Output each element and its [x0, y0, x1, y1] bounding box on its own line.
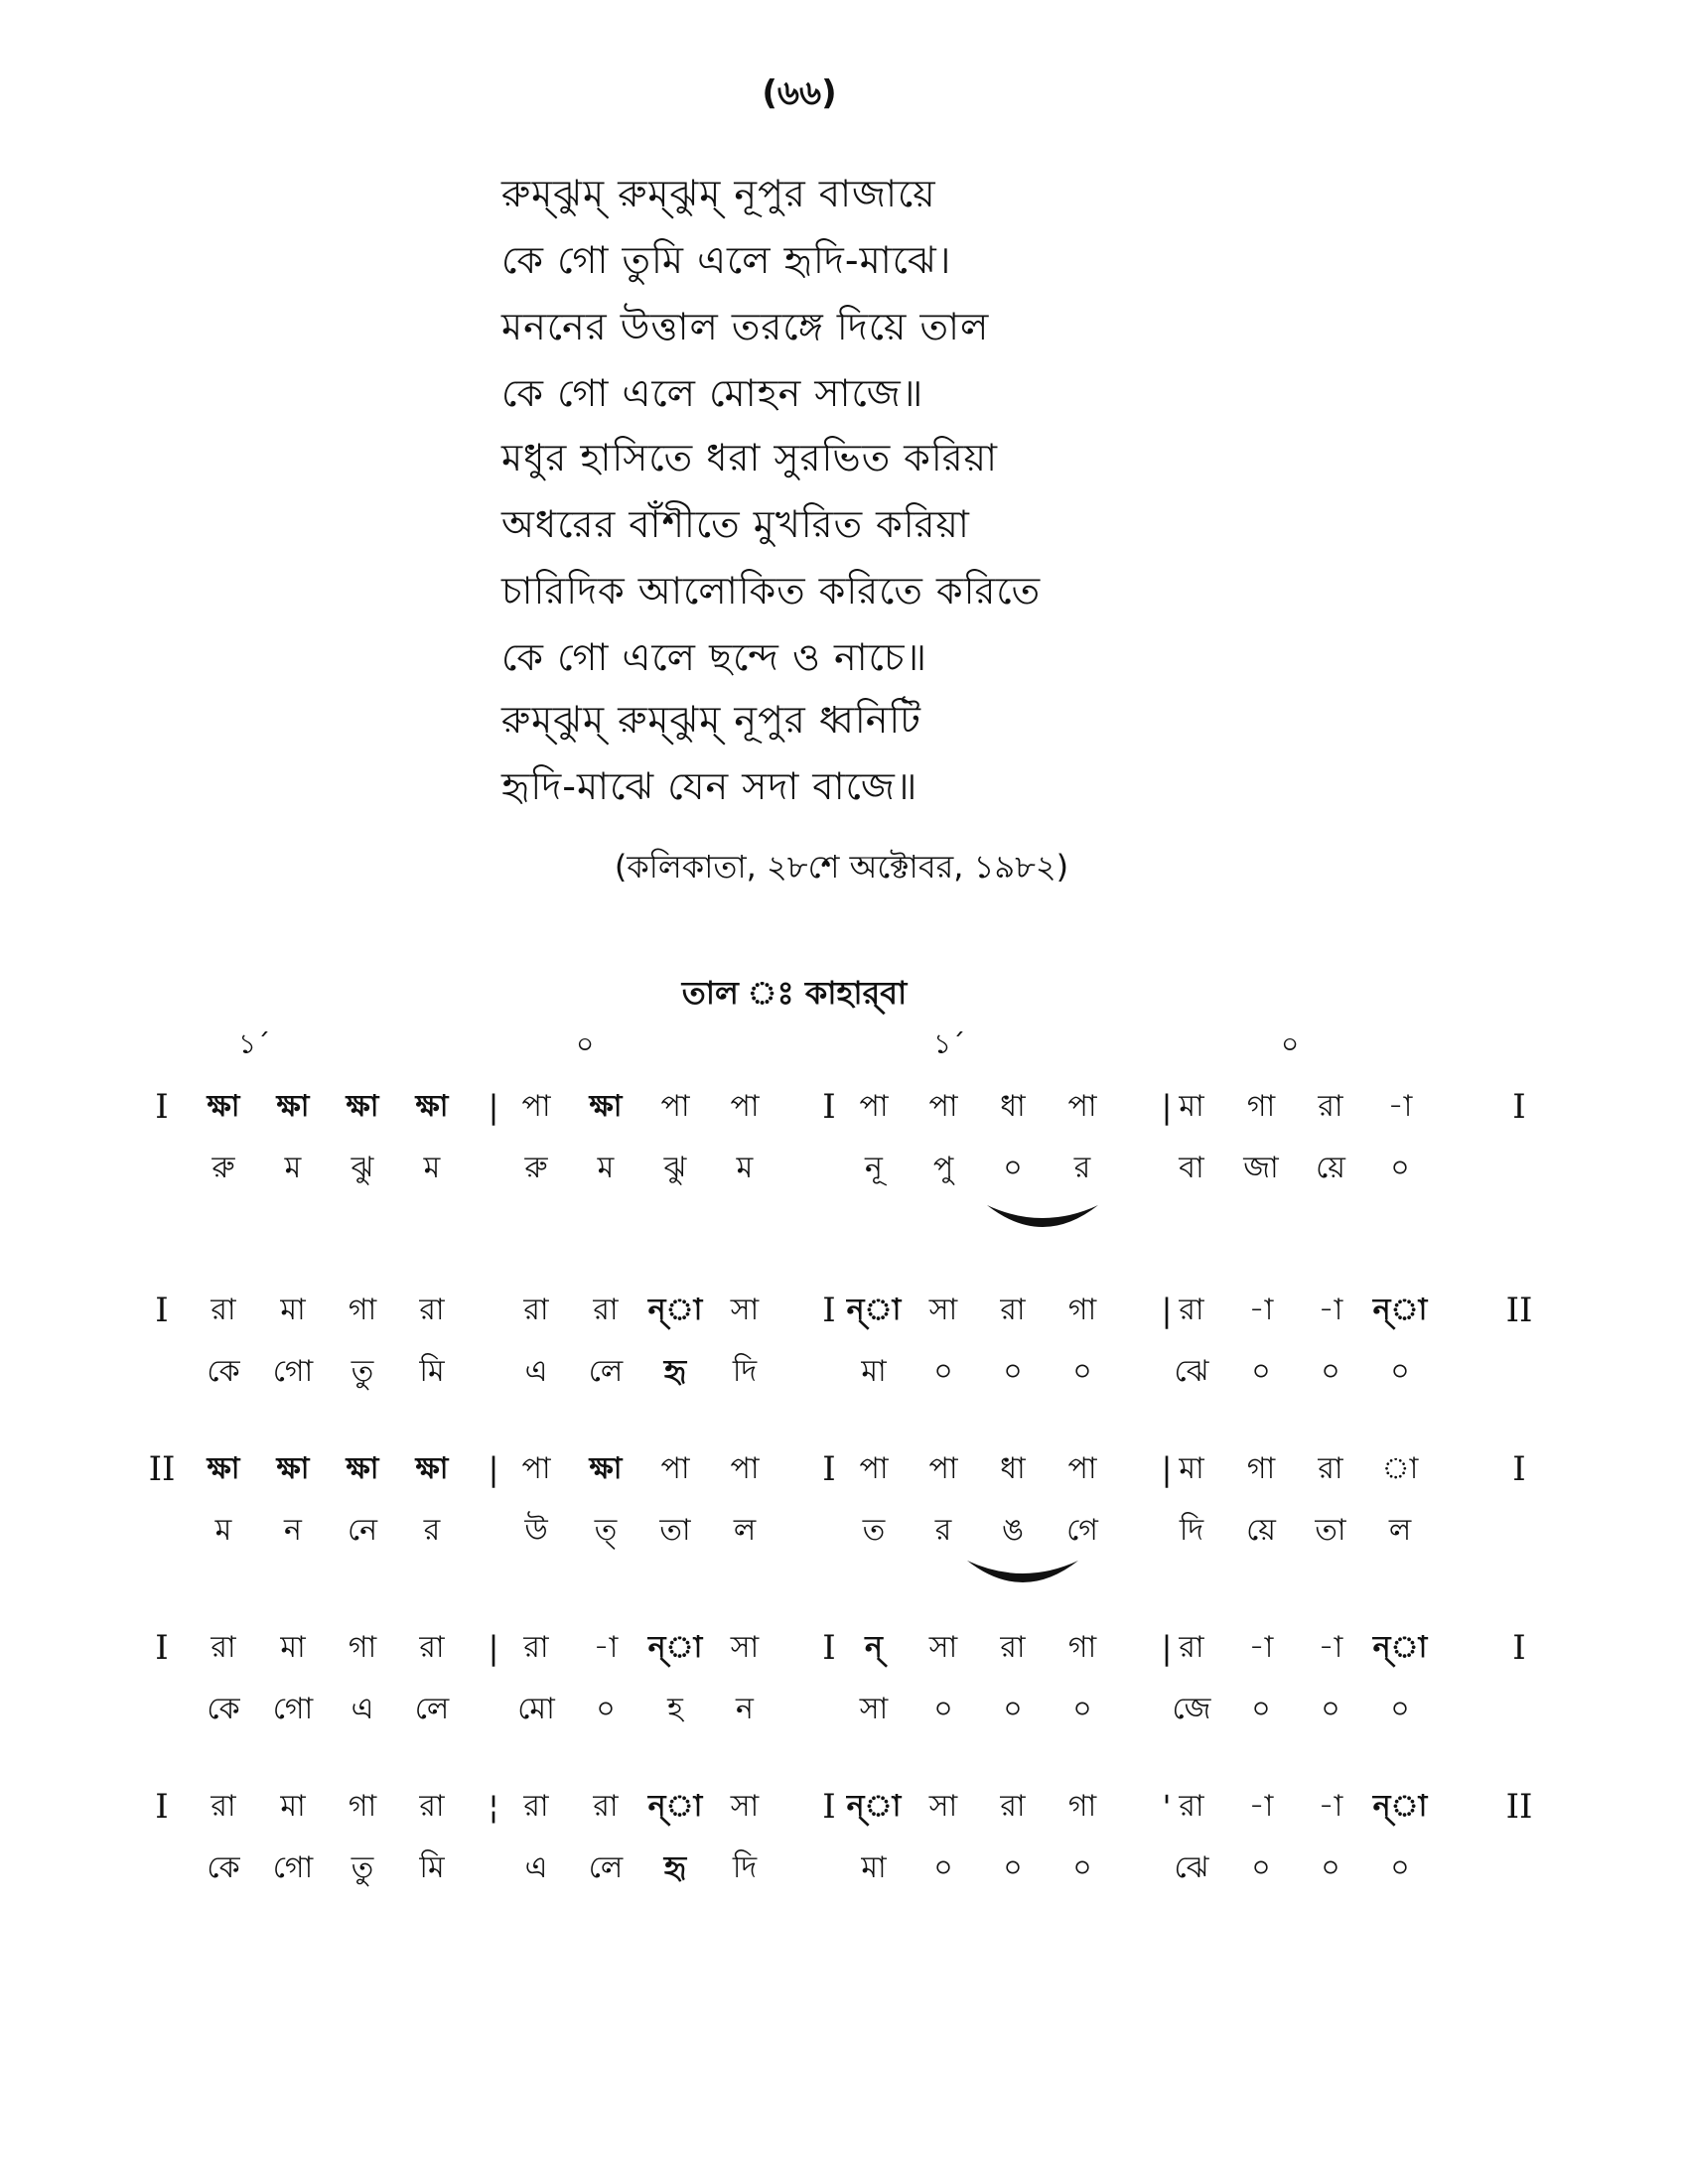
lyric-cell: ম	[284, 1151, 302, 1185]
swara-cell: গা	[348, 1293, 377, 1327]
lyric-cell: ল	[733, 1513, 757, 1548]
bar-line: |	[1161, 1292, 1173, 1329]
swara-cell: রা	[593, 1789, 619, 1824]
lyric-cell: দি	[732, 1354, 758, 1389]
bar-line: I	[155, 1628, 169, 1668]
swara-cell: গা	[1067, 1293, 1097, 1327]
swara-cell: -া	[1318, 1630, 1343, 1665]
lyric-cell: ম	[423, 1151, 441, 1185]
poem-line: কে গো তুমি এলে হৃদি-মাঝে।	[501, 238, 952, 282]
swara-cell: রা	[1179, 1630, 1204, 1665]
lyric-cell: জা	[1243, 1151, 1279, 1185]
swara-cell: গা	[348, 1789, 377, 1824]
swara-cell: ন্‌া	[647, 1789, 703, 1824]
swara-cell: -া	[1318, 1789, 1343, 1824]
poem-line: রুম্‌ঝুম্‌ রুম্‌ঝুম্‌ নূপুর বাজায়ে	[501, 172, 936, 215]
swara-cell: পা	[660, 1089, 690, 1124]
poem-line: মধুর হাসিতে ধরা সুরভিত করিয়া	[501, 436, 999, 479]
bar-line: I	[1512, 1087, 1526, 1127]
bar-line: |	[1161, 1450, 1173, 1488]
lyric-cell: এ	[351, 1692, 374, 1726]
lyric-cell: য়ে	[1316, 1151, 1345, 1185]
swara-cell: সা	[928, 1630, 958, 1665]
swara-cell: ক্ষা	[415, 1089, 449, 1124]
lyric-row	[0, 1347, 1688, 1397]
swara-cell: পা	[859, 1089, 889, 1124]
swara-cell: পা	[1067, 1451, 1097, 1486]
lyric-cell: মা	[861, 1850, 887, 1885]
swara-cell: গা	[1246, 1451, 1276, 1486]
lyric-cell: ঝে	[1174, 1354, 1209, 1389]
swara-cell: ন্‌া	[846, 1789, 902, 1824]
lyric-cell: ঙ	[1001, 1513, 1024, 1548]
swara-cell: পা	[521, 1451, 551, 1486]
lyric-cell: ০	[933, 1354, 953, 1389]
bar-line: '	[1162, 1788, 1172, 1826]
swara-cell: রা	[1318, 1451, 1343, 1486]
swara-cell: গা	[1067, 1789, 1097, 1824]
lyric-cell: ০	[1251, 1850, 1271, 1885]
swara-cell: ন্‌া	[1372, 1293, 1428, 1327]
swara-cell: সা	[928, 1293, 958, 1327]
poem-line: হৃদি-মাঝে যেন সদা বাজে॥	[501, 764, 918, 808]
swara-cell: ন্‌া	[846, 1293, 902, 1327]
bar-line: I	[822, 1787, 836, 1827]
swara-cell: ক্ষা	[589, 1451, 623, 1486]
lyric-row	[0, 1144, 1688, 1193]
swara-cell: পা	[730, 1089, 760, 1124]
taal-title: তাল ঃ কাহার্‌বা	[681, 974, 908, 1012]
swara-cell: ন্‌া	[1372, 1630, 1428, 1665]
swara-cell: পা	[660, 1451, 690, 1486]
bar-line: I	[822, 1291, 836, 1330]
lyric-cell: হ	[667, 1692, 683, 1726]
lyric-cell: ০	[1390, 1151, 1410, 1185]
lyric-cell: লে	[588, 1354, 624, 1389]
poem-line: কে গো এলে মোহন সাজে॥	[501, 371, 924, 415]
swara-cell: গা	[1246, 1089, 1276, 1124]
dateline: (কলিকাতা, ২৮শে অক্টোবর, ১৯৮২)	[614, 848, 1069, 886]
swara-cell: ক্ষা	[276, 1089, 310, 1124]
swara-cell: -া	[1248, 1630, 1274, 1665]
bar-line: I	[155, 1787, 169, 1827]
page-number: (৬৬)	[762, 73, 837, 113]
beat-mark-khali: ০	[1281, 1027, 1300, 1060]
swara-cell: ক্ষা	[415, 1451, 449, 1486]
lyric-cell: লে	[414, 1692, 450, 1726]
poem-line: কে গো এলে ছন্দে ও নাচে॥	[501, 635, 927, 679]
swara-cell: রা	[523, 1293, 549, 1327]
swara-cell: সা	[730, 1293, 760, 1327]
bar-line: I	[822, 1628, 836, 1668]
bar-line: |	[1161, 1629, 1173, 1667]
bar-line: I	[822, 1087, 836, 1127]
lyric-cell: গো	[272, 1354, 314, 1389]
swara-cell: গা	[348, 1630, 377, 1665]
swara-cell: ন্‌া	[647, 1630, 703, 1665]
lyric-cell: বা	[1179, 1151, 1204, 1185]
lyric-cell: ০	[1003, 1354, 1023, 1389]
swara-cell: ক্ষা	[207, 1089, 240, 1124]
swara-row	[0, 1444, 1688, 1494]
lyric-cell: র	[423, 1513, 441, 1548]
lyric-cell: কে	[207, 1354, 240, 1389]
beat-mark-khali: ০	[576, 1027, 595, 1060]
swara-cell: মা	[280, 1630, 306, 1665]
swara-cell: রা	[1000, 1789, 1026, 1824]
lyric-cell: র	[1073, 1151, 1091, 1185]
swara-cell: পা	[1067, 1089, 1097, 1124]
swara-cell: পা	[859, 1451, 889, 1486]
lyric-cell: ০	[1321, 1354, 1340, 1389]
swara-cell: গা	[1067, 1630, 1097, 1665]
lyric-cell: দি	[732, 1850, 758, 1885]
bar-line: I	[155, 1291, 169, 1330]
swara-cell: রা	[1000, 1293, 1026, 1327]
bar-line: I	[1512, 1449, 1526, 1489]
lyric-cell: হৃ	[663, 1850, 687, 1885]
stanza-1	[501, 161, 989, 427]
stanza-3	[501, 687, 921, 820]
bar-line: |	[488, 1450, 499, 1488]
lyric-cell: ঝু	[351, 1151, 374, 1185]
lyric-cell: রু	[524, 1151, 548, 1185]
lyric-cell: গে	[1066, 1513, 1098, 1548]
lyric-cell: ন	[284, 1513, 302, 1548]
bar-line: II	[1505, 1291, 1533, 1330]
swara-row	[0, 1286, 1688, 1335]
lyric-cell: র	[934, 1513, 952, 1548]
lyric-cell: ০	[1390, 1354, 1410, 1389]
stanza-2	[501, 425, 1041, 691]
lyric-cell: কে	[207, 1692, 240, 1726]
lyric-cell: গো	[272, 1692, 314, 1726]
beat-mark-sam: ১´	[238, 1027, 271, 1060]
swara-cell: রা	[1318, 1089, 1343, 1124]
lyric-cell: ০	[1003, 1850, 1023, 1885]
swara-cell: রা	[211, 1293, 236, 1327]
bar-line: I	[1512, 1628, 1526, 1668]
lyric-cell: ০	[596, 1692, 616, 1726]
lyric-cell: ০	[1003, 1692, 1023, 1726]
lyric-cell: রু	[211, 1151, 235, 1185]
swara-cell: ক্ষা	[346, 1451, 379, 1486]
swara-cell: ধা	[1000, 1089, 1026, 1124]
lyric-cell: তু	[351, 1354, 374, 1389]
lyric-cell: ০	[1072, 1850, 1092, 1885]
swara-cell: া	[1381, 1451, 1419, 1486]
poem-line: অধরের বাঁশীতে মুখরিত করিয়া	[501, 502, 970, 546]
swara-cell: রা	[523, 1630, 549, 1665]
swara-cell: রা	[1179, 1293, 1204, 1327]
swara-cell: পা	[928, 1089, 958, 1124]
lyric-cell: ত্‌	[594, 1513, 618, 1548]
swara-cell: ক্ষা	[589, 1089, 623, 1124]
lyric-cell: তু	[351, 1850, 374, 1885]
lyric-cell: ঝু	[663, 1151, 687, 1185]
lyric-cell: সা	[859, 1692, 889, 1726]
lyric-cell: ০	[1321, 1850, 1340, 1885]
lyric-cell: ০	[1321, 1692, 1340, 1726]
swara-cell: ক্ষা	[346, 1089, 379, 1124]
swara-cell: রা	[523, 1789, 549, 1824]
swara-cell: -া	[1248, 1789, 1274, 1824]
bar-line: |	[1161, 1088, 1173, 1126]
swara-cell: পা	[521, 1089, 551, 1124]
swara-cell: ক্ষা	[276, 1451, 310, 1486]
lyric-cell: ০	[1072, 1354, 1092, 1389]
swara-cell: -া	[593, 1630, 619, 1665]
lyric-cell: ম	[736, 1151, 754, 1185]
lyric-cell: ঝে	[1174, 1850, 1209, 1885]
lyric-row	[0, 1506, 1688, 1556]
swara-cell: রা	[1179, 1789, 1204, 1824]
swara-cell: -া	[1318, 1293, 1343, 1327]
swara-cell: রা	[593, 1293, 619, 1327]
lyric-cell: য়ে	[1246, 1513, 1276, 1548]
lyric-cell: নূ	[865, 1151, 883, 1185]
swara-row	[0, 1082, 1688, 1132]
swara-cell: রা	[211, 1630, 236, 1665]
meend-arc	[963, 1557, 1082, 1606]
bar-line: |	[488, 1629, 499, 1667]
lyric-cell: জে	[1172, 1692, 1211, 1726]
lyric-cell: নে	[347, 1513, 378, 1548]
lyric-cell: তা	[1315, 1513, 1346, 1548]
lyric-cell: মা	[861, 1354, 887, 1389]
lyric-cell: কে	[207, 1850, 240, 1885]
beat-mark-sam: ১´	[933, 1027, 966, 1060]
lyric-cell: পু	[932, 1151, 954, 1185]
lyric-cell: ত	[862, 1513, 886, 1548]
lyric-cell: হৃ	[663, 1354, 687, 1389]
lyric-cell: ন	[736, 1692, 754, 1726]
swara-row	[0, 1623, 1688, 1673]
lyric-cell: ০	[1251, 1692, 1271, 1726]
lyric-cell: ০	[1390, 1850, 1410, 1885]
lyric-cell: উ	[524, 1513, 548, 1548]
swara-cell: ক্ষা	[207, 1451, 240, 1486]
swara-cell: ন্‌া	[1372, 1789, 1428, 1824]
lyric-cell: এ	[524, 1850, 548, 1885]
lyric-cell: ০	[1251, 1354, 1271, 1389]
bar-line: II	[1505, 1787, 1533, 1827]
swara-cell: রা	[419, 1630, 445, 1665]
bar-line: ¦	[488, 1788, 499, 1826]
swara-cell: মা	[280, 1789, 306, 1824]
lyric-cell: মো	[517, 1692, 555, 1726]
swara-row	[0, 1782, 1688, 1832]
swara-cell: -া	[1248, 1293, 1274, 1327]
lyric-cell: তা	[659, 1513, 691, 1548]
lyric-cell: মি	[419, 1850, 445, 1885]
lyric-cell: দি	[1179, 1513, 1204, 1548]
swara-cell: পা	[730, 1451, 760, 1486]
swara-cell: -া	[1387, 1089, 1413, 1124]
bar-line: |	[488, 1088, 499, 1126]
lyric-cell: ০	[1072, 1692, 1092, 1726]
swara-cell: সা	[928, 1789, 958, 1824]
swara-cell: ন্‌া	[647, 1293, 703, 1327]
swara-cell: ন্‌	[865, 1630, 883, 1665]
meend-arc	[983, 1201, 1102, 1251]
lyric-cell: মি	[419, 1354, 445, 1389]
lyric-cell: গো	[272, 1850, 314, 1885]
lyric-row	[0, 1685, 1688, 1734]
lyric-cell: এ	[524, 1354, 548, 1389]
swara-cell: সা	[730, 1630, 760, 1665]
lyric-cell: লে	[588, 1850, 624, 1885]
poem-line: মননের উত্তাল তরঙ্গে দিয়ে তাল	[501, 305, 990, 348]
swara-cell: মা	[280, 1293, 306, 1327]
poem-line: চারিদিক আলোকিত করিতে করিতে	[501, 569, 1042, 613]
swara-cell: রা	[211, 1789, 236, 1824]
poem-line: রুম্‌ঝুম্‌ রুম্‌ঝুম্‌ নূপুর ধ্বনিটি	[501, 698, 921, 742]
swara-cell: সা	[730, 1789, 760, 1824]
lyric-cell: ম	[597, 1151, 615, 1185]
swara-cell: রা	[419, 1293, 445, 1327]
lyric-cell: ০	[1390, 1692, 1410, 1726]
lyric-cell: ০	[1003, 1151, 1023, 1185]
lyric-cell: ০	[933, 1692, 953, 1726]
lyric-cell: ০	[933, 1850, 953, 1885]
swara-cell: ধা	[1000, 1451, 1026, 1486]
bar-line: I	[822, 1449, 836, 1489]
swara-cell: মা	[1179, 1089, 1204, 1124]
bar-line: II	[148, 1449, 176, 1489]
swara-cell: পা	[928, 1451, 958, 1486]
swara-cell: রা	[1000, 1630, 1026, 1665]
lyric-row	[0, 1843, 1688, 1893]
lyric-cell: ম	[214, 1513, 232, 1548]
swara-cell: রা	[419, 1789, 445, 1824]
bar-line: I	[155, 1087, 169, 1127]
lyric-cell: ল	[1388, 1513, 1412, 1548]
swara-cell: মা	[1179, 1451, 1204, 1486]
